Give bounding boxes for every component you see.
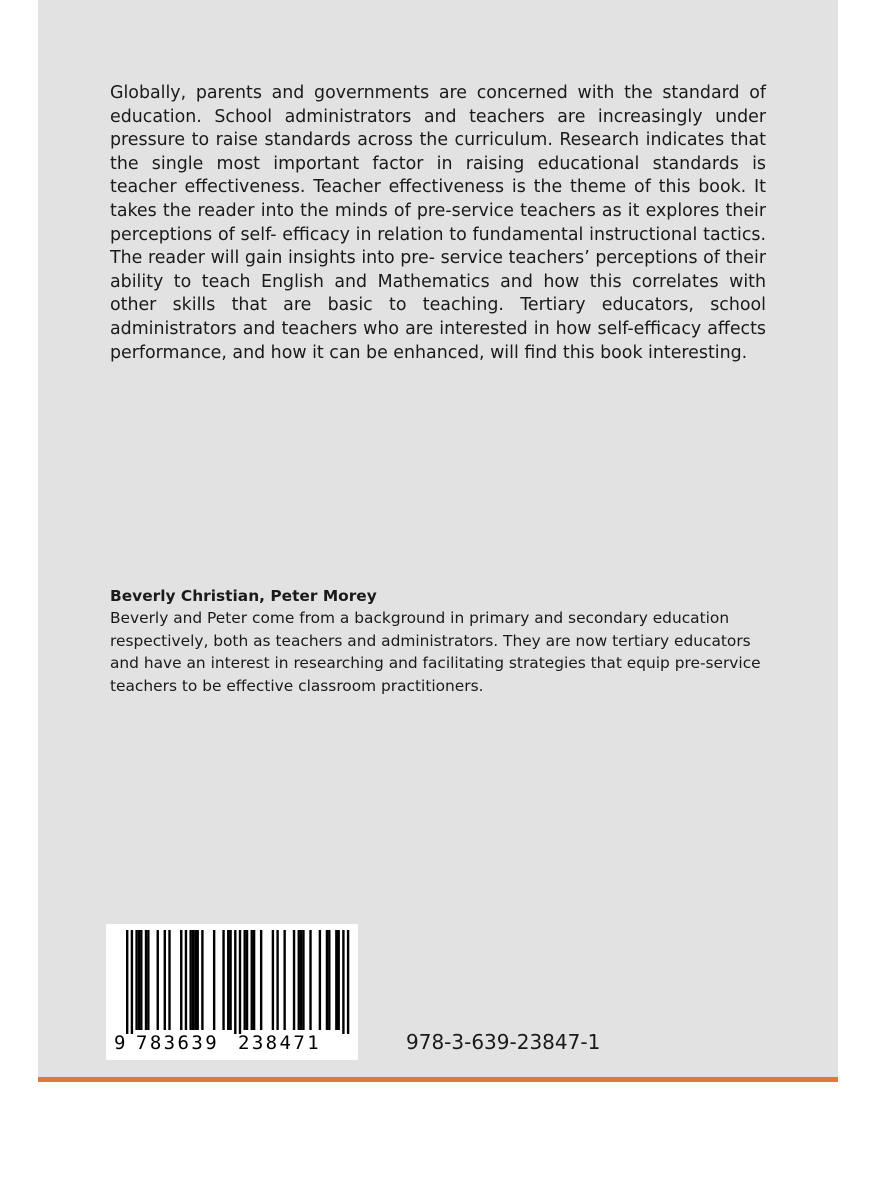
barcode-bar (138, 930, 140, 1030)
barcode-bar (140, 930, 142, 1030)
barcode-bar (246, 930, 248, 1030)
barcode-bar (300, 930, 302, 1030)
barcode-bar (260, 930, 262, 1030)
barcode-bar (201, 930, 203, 1030)
isbn-number: 978-3-639-23847-1 (406, 1030, 601, 1054)
barcode-bar (222, 930, 224, 1030)
barcode-bar (251, 930, 253, 1030)
barcode-bar (213, 930, 215, 1030)
barcode-bar (293, 930, 295, 1030)
barcode-bar (229, 930, 231, 1030)
barcode-bar (145, 930, 147, 1030)
barcode-digit-first: 9 (114, 1032, 126, 1054)
barcode-bar (157, 930, 159, 1030)
barcode-bar (168, 930, 170, 1030)
book-description: Globally, parents and governments are concerned with the standard of education. School administrators and teachers are increasingly under pressure to raise standards across the curriculum. Research indicates that the single most important factor in raising educational standards is teacher effectiveness. Teacher effectiveness is the theme of this book. It takes the reader into the minds of pre-service teachers as it explores their perceptions of self- efficacy in relation to fundamental instructional tactics. The reader will gain insights into pre- service teachers’ perceptions of their ability to teach English and Mathematics and how this correlates with other skills that are basic to teaching. Tertiary educators, school administrators and teachers who are interested in how self-efficacy affects performance, and how it can be enhanced, will find this book interesting. (110, 83, 766, 363)
author-names: Beverly Christian, Peter Morey (110, 587, 377, 605)
barcode-bar (164, 930, 166, 1030)
barcode-bar (194, 930, 196, 1030)
barcode-bar (326, 930, 328, 1030)
barcode-bar (234, 930, 236, 1034)
accent-rule (38, 1077, 838, 1082)
barcode-bar (347, 930, 349, 1034)
barcode-bar (126, 930, 128, 1034)
barcode-bar (272, 930, 274, 1030)
barcode-bar (328, 930, 330, 1030)
barcode-bar (276, 930, 278, 1030)
barcode-bar (244, 930, 246, 1030)
barcode-bar (147, 930, 149, 1030)
barcode-bar (335, 930, 337, 1030)
barcode-digits-left: 783639 (136, 1032, 220, 1054)
barcode-bar (189, 930, 191, 1030)
isbn-barcode (106, 924, 358, 1060)
barcode-bars (106, 924, 358, 1034)
barcode-bar (298, 930, 300, 1030)
barcode-bar (227, 930, 229, 1030)
barcode-bar (342, 930, 344, 1034)
barcode-digits-right: 238471 (238, 1032, 322, 1054)
barcode-bar (185, 930, 187, 1030)
barcode-digits (106, 1032, 358, 1056)
barcode-bar (338, 930, 340, 1030)
barcode-bar (309, 930, 311, 1030)
barcode-bar (319, 930, 321, 1030)
barcode-bar (135, 930, 137, 1030)
barcode-bar (283, 930, 285, 1030)
barcode-bar (192, 930, 194, 1030)
barcode-bar (239, 930, 241, 1034)
author-bio: Beverly and Peter come from a background in primary and secondary education respectively, both as teachers and administrators. They are now tertiary educators and have an interest in researching and facilitating strategies that equip pre-service teachers to be effective classroom practitioners. (110, 609, 761, 695)
barcode-bar (180, 930, 182, 1030)
barcode-bar (131, 930, 133, 1034)
barcode-bar (253, 930, 255, 1030)
barcode-bar (302, 930, 304, 1030)
barcode-bar (197, 930, 199, 1030)
